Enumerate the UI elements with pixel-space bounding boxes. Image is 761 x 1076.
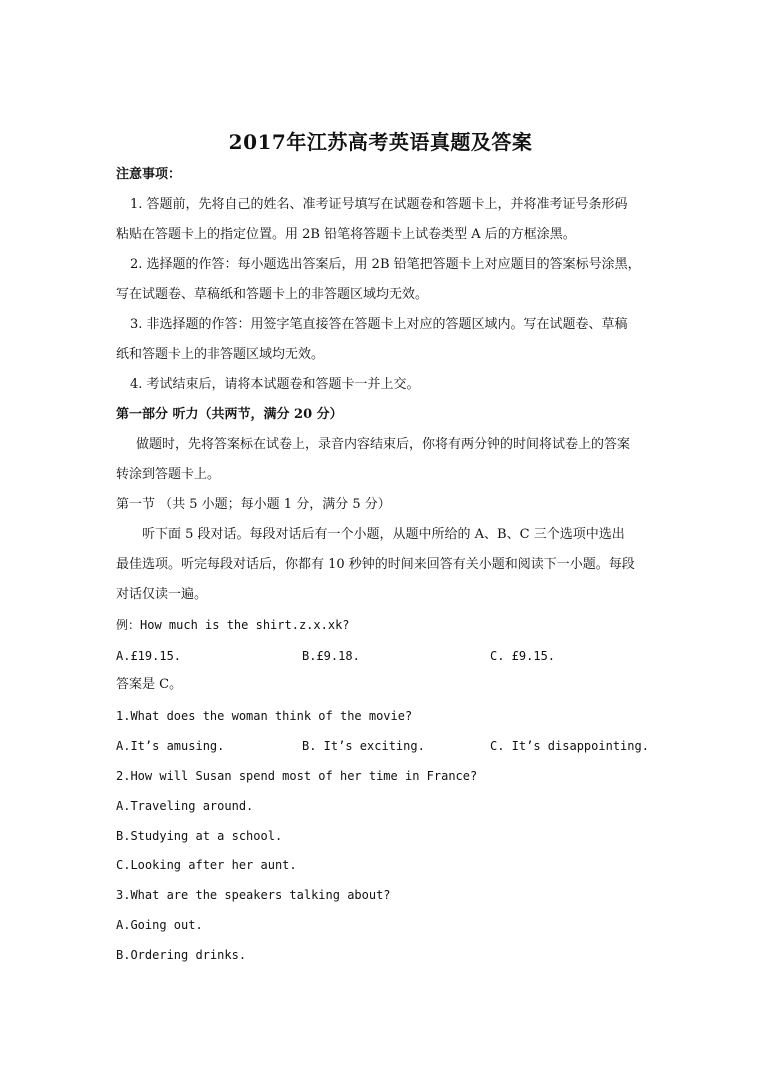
notice-item-1: 1. 答题前，先将自己的姓名、准考证号填写在试题卷和答题卡上，并将准考证号条形码 [130, 197, 628, 212]
notice-item-1-cont: 粘贴在答题卡上的指定位置。用 2B 铅笔将答题卡上试卷类型 A 后的方框涂黑。 [116, 227, 576, 242]
question-2: 2.How will Susan spend most of her time in France? [116, 769, 478, 783]
section1-heading: 第一节 （共 5 小题；每小题 1 分，满分 5 分） [116, 497, 391, 512]
question-3: 3.What are the speakers talking about? [116, 888, 391, 902]
question-2-option-a: A.Traveling around. [116, 799, 254, 813]
example-question: 例：How much is the shirt.z.x.xk? [116, 618, 350, 632]
question-2-option-b: B.Studying at a school. [116, 829, 283, 843]
section1-instruction-1: 听下面 5 段对话。每段对话后有一个小题，从题中所给的 A、B、C 三个选项中选出 [142, 527, 625, 542]
question-1: 1.What does the woman think of the movie? [116, 709, 413, 723]
question-3-option-b: B.Ordering drinks. [116, 948, 247, 962]
notice-item-2-cont: 写在试题卷、草稿纸和答题卡上的非答题区域均无效。 [116, 287, 429, 302]
notice-heading: 注意事项： [116, 167, 182, 182]
part1-intro-1: 做题时，先将答案标在试卷上，录音内容结束后，你将有两分钟的时间将试卷上的答案 [136, 437, 631, 452]
part1-intro-2: 转涂到答题卡上。 [116, 467, 221, 482]
part1-heading: 第一部分 听力（共两节，满分 20 分） [116, 407, 343, 422]
notice-item-4: 4. 考试结束后，请将本试题卷和答题卡一并上交。 [130, 377, 420, 392]
question-1-option-b: B. It’s exciting. [302, 739, 425, 753]
example-option-b: B.£9.18. [302, 649, 360, 663]
question-3-option-a: A.Going out. [116, 918, 203, 932]
example-answer: 答案是 C。 [116, 677, 183, 692]
notice-item-3-cont: 纸和答题卡上的非答题区域均无效。 [116, 347, 325, 362]
question-2-option-c: C.Looking after her aunt. [116, 858, 297, 872]
section1-instruction-2: 最佳选项。听完每段对话后，你都有 10 秒钟的时间来回答有关小题和阅读下一小题。每段 [116, 557, 635, 572]
example-option-a: A.£19.15. [116, 649, 182, 663]
question-1-option-c: C. It’s disappointing. [490, 739, 649, 753]
section1-instruction-3: 对话仅读一遍。 [116, 587, 208, 602]
notice-item-3: 3. 非选择题的作答：用签字笔直接答在答题卡上对应的答题区域内。写在试题卷、草稿 [130, 317, 628, 332]
notice-item-2: 2. 选择题的作答：每小题选出答案后，用 2B 铅笔把答题卡上对应题目的答案标号涂黑， [130, 257, 641, 272]
example-option-c: C. £9.15. [490, 649, 556, 663]
question-1-option-a: A.It’s amusing. [116, 739, 225, 753]
page-title: 2017年江苏高考英语真题及答案 [228, 130, 533, 154]
